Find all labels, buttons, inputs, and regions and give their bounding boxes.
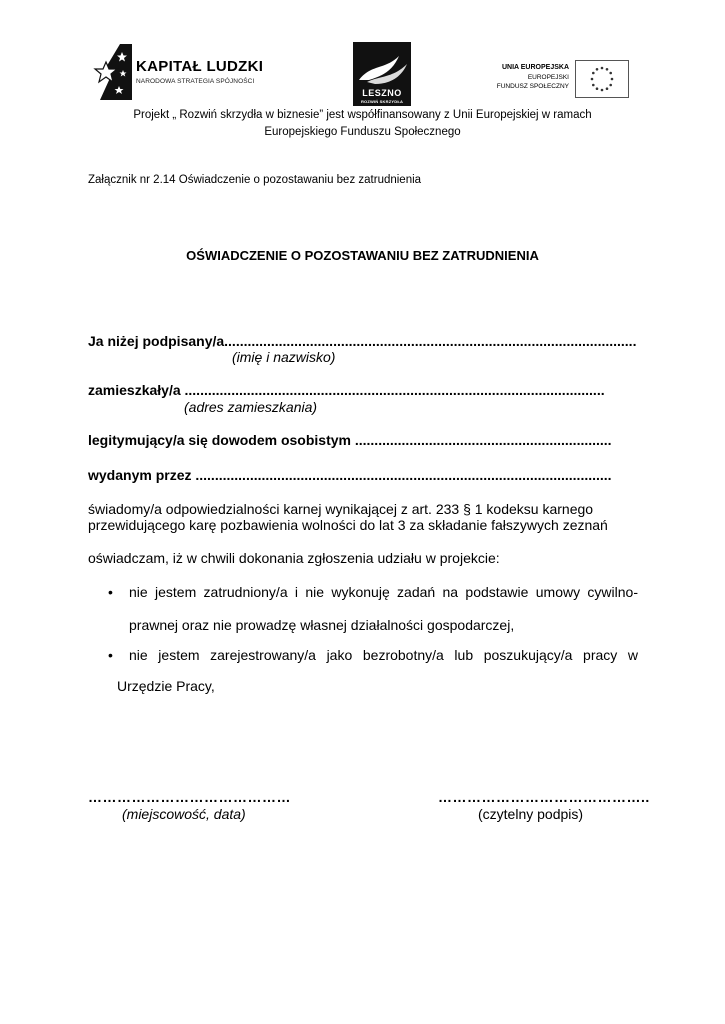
eu-line-1: UNIA EUROPEJSKA bbox=[501, 64, 569, 71]
awareness-line-2: przewidującego karę pozbawienia wolności do lat 3 za składanie fałszywych zeznań bbox=[88, 517, 608, 533]
issued-dots: ........................................................................................................... bbox=[191, 467, 612, 483]
project-line-1: Projekt „ Rozwiń skrzydła w biznesie” jest współfinansowany z Unii Europejskiej w ramach bbox=[133, 109, 592, 121]
kapital-ludzki-subtitle: NARODOWA STRATEGIA SPÓJNOŚCI bbox=[136, 78, 255, 85]
leszno-title: LESZNO bbox=[362, 88, 402, 98]
annex-label: Załącznik nr 2.14 Oświadczenie o pozostawaniu bez zatrudnienia bbox=[88, 174, 422, 186]
name-field[interactable] bbox=[88, 333, 643, 349]
bullet-1-line-2: prawnej oraz nie prowadzę własnej działalności gospodarczej, bbox=[129, 617, 515, 633]
issued-label: wydanym przez bbox=[88, 467, 192, 483]
eu-flag-icon bbox=[575, 60, 629, 98]
bullet-2-line-1: nie jestem zarejestrowany/a jako bezrobotny/a lub poszukujący/a pracy w bbox=[129, 647, 638, 663]
place-date-dots[interactable]: …………………………………… bbox=[88, 789, 291, 805]
kapital-ludzki-title: KAPITAŁ LUDZKI bbox=[136, 58, 264, 75]
name-dots: .......................................................................................................... bbox=[224, 333, 637, 349]
bullet-icon: • bbox=[108, 647, 113, 663]
document-title: OŚWIADCZENIE O POZOSTAWANIU BEZ ZATRUDNIENIA bbox=[186, 248, 539, 263]
id-label: legitymujący/a się dowodem osobistym bbox=[88, 432, 351, 448]
address-label: zamieszkały/a bbox=[88, 382, 181, 398]
address-field[interactable] bbox=[88, 382, 636, 398]
declaration-line: oświadczam, iż w chwili dokonania zgłoszenia udziału w projekcie: bbox=[88, 550, 500, 566]
issued-by-field[interactable] bbox=[88, 467, 640, 483]
awareness-line-1: świadomy/a odpowiedzialności karnej wynikającej z art. 233 § 1 kodeksu karnego bbox=[88, 501, 594, 517]
id-dots: .................................................................. bbox=[350, 432, 612, 448]
bullet-2-line-2: Urzędzie Pracy, bbox=[117, 678, 215, 694]
bullet-icon: • bbox=[108, 584, 113, 600]
eu-line-3: FUNDUSZ SPOŁECZNY bbox=[496, 83, 569, 90]
leszno-logo bbox=[353, 42, 411, 106]
leszno-subtitle: ROZWIŃ SKRZYDŁA bbox=[360, 99, 404, 104]
project-line-2: Europejskiego Funduszu Społecznego bbox=[264, 126, 461, 138]
signature-label: (czytelny podpis) bbox=[478, 806, 584, 822]
bullet-1-line-1: nie jestem zatrudniony/a i nie wykonuję zadań na podstawie umowy cywilno- bbox=[129, 584, 638, 600]
kapital-ludzki-logo bbox=[92, 44, 272, 100]
id-document-field[interactable] bbox=[88, 432, 640, 448]
eu-line-2: EUROPEJSKI bbox=[527, 74, 569, 81]
kapital-ludzki-logo-icon bbox=[92, 44, 132, 100]
signature-dots[interactable]: …………………………………….. bbox=[438, 789, 650, 805]
address-dots: ............................................................................................................ bbox=[180, 382, 605, 398]
eu-logo bbox=[493, 58, 633, 100]
address-hint: (adres zamieszkania) bbox=[184, 399, 318, 415]
name-hint: (imię i nazwisko) bbox=[232, 349, 336, 365]
place-date-label: (miejscowość, data) bbox=[122, 806, 246, 822]
name-label: Ja niżej podpisany/a bbox=[88, 333, 225, 349]
